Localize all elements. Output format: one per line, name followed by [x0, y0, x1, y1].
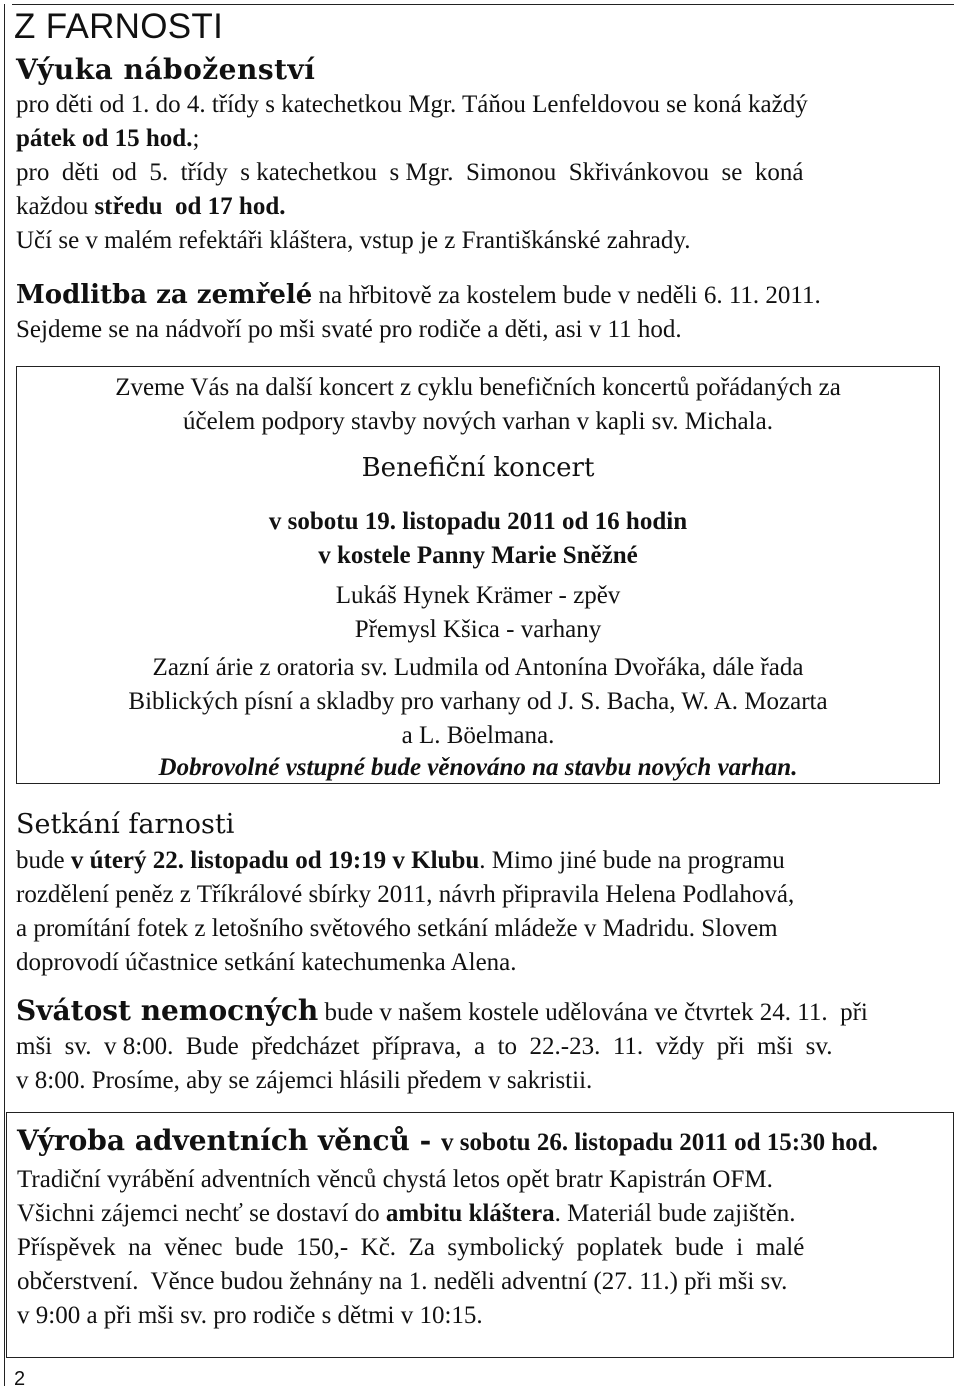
vyuka-line2-end: ; — [192, 125, 200, 152]
vyuka-line5: Učí se v malém refektáři kláštera, vstup je z Františkánské zahrady. — [16, 227, 691, 254]
modlitba-line1 — [16, 278, 944, 313]
page-header: Z FARNOSTI — [14, 7, 224, 46]
setkani-title: Setkání farnosti — [16, 809, 235, 840]
advent-box — [6, 1112, 954, 1358]
vyuka-friday: pátek od 15 hod. — [16, 125, 193, 152]
advent-line1: Tradiční vyrábění adventních věnců chystá letos opět bratr Kapistrán OFM. — [17, 1166, 773, 1193]
advent-line2-end: . Materiál bude zajištěn. — [554, 1200, 796, 1227]
setkani-date: v úterý 22. listopadu od 19:19 v Klubu — [70, 847, 480, 874]
vyuka-wednesday: středu od 17 hod. — [94, 193, 286, 220]
svatost-title: Svátost nemocných — [16, 994, 319, 1027]
svatost-line3: v 8:00. Prosíme, aby se zájemci hlásili předem v sakristii. — [16, 1067, 593, 1094]
vyuka-line1: pro děti od 1. do 4. třídy s katechetkou Mgr. Táňou Lenfeldovou se koná každý — [16, 91, 808, 118]
setkani-line1 — [16, 844, 944, 878]
section-advent — [17, 1121, 945, 1333]
advent-title: Výroba adventních věnců - — [17, 1124, 441, 1157]
concert-performer2: Přemysl Kšica - varhany — [354, 616, 602, 643]
vyuka-line4-start: každou — [16, 193, 95, 220]
concert-title: Benefiční koncert — [361, 453, 595, 483]
concert-performer1: Lukáš Hynek Krämer - zpěv — [335, 582, 621, 609]
advent-line5: v 9:00 a při mši sv. pro rodiče s dětmi v 10:15. — [17, 1302, 483, 1329]
setkani-line1-end: . Mimo jiné bude na programu — [479, 847, 785, 874]
advent-line4: občerstvení. Věnce budou žehnány na 1. neděli adventní (27. 11.) při mši sv. — [17, 1268, 788, 1295]
concert-box — [16, 366, 940, 784]
setkani-line3: a promítání fotek z letošního světového setkání mládeže v Madridu. Slovem — [16, 915, 778, 942]
modlitba-line2: Sejdeme se na nádvoří po mši svaté pro rodiče a děti, asi v 11 hod. — [16, 316, 682, 343]
left-rule — [4, 4, 5, 1386]
concert-note: Dobrovolné vstupné bude věnováno na stavbu nových varhan. — [158, 754, 798, 781]
advent-date: v sobotu 26. listopadu 2011 od 15:30 hod. — [440, 1129, 878, 1156]
page-number: 2 — [14, 1368, 26, 1390]
advent-line2-start: Všichni zájemci nechť se dostaví do — [17, 1200, 386, 1227]
concert-program1: Zazní árie z oratoria sv. Ludmila od Antonína Dvořáka, dále řada — [152, 654, 804, 681]
vyuka-title: Výuka náboženství — [16, 53, 316, 86]
section-svatost — [16, 994, 944, 1098]
vyuka-line4 — [16, 190, 944, 224]
svatost-line1-rest: bude v našem kostele udělována ve čtvrtek 24. 11. při — [318, 999, 868, 1026]
concert-program3: a L. Böelmana. — [401, 722, 555, 749]
vyuka-line3: pro děti od 5. třídy s katechetkou s Mgr. Simonou Skřivánkovou se koná — [16, 159, 804, 186]
concert-intro1: Zveme Vás na další koncert z cyklu benefičních koncertů pořádaných za — [115, 374, 841, 401]
concert-program2: Biblických písní a skladby pro varhany od J. S. Bacha, W. A. Mozarta — [128, 688, 828, 715]
concert-where: v kostele Panny Marie Sněžné — [318, 542, 638, 569]
advent-line3: Příspěvek na věnec bude 150,- Kč. Za symbolický poplatek bude i malé — [17, 1234, 805, 1261]
advent-line2 — [17, 1197, 945, 1231]
vyuka-line2 — [16, 122, 944, 156]
svatost-line1 — [16, 994, 944, 1030]
modlitba-title: Modlitba za zemřelé — [16, 280, 313, 310]
concert-intro2: účelem podpory stavby nových varhan v kapli sv. Michala. — [183, 408, 773, 435]
advent-title-line — [17, 1121, 945, 1163]
advent-place: ambitu kláštera — [385, 1200, 555, 1227]
section-modlitba — [16, 278, 944, 347]
top-rule — [12, 4, 954, 5]
section-setkani — [16, 806, 944, 980]
setkani-line1-start: bude — [16, 847, 71, 874]
svatost-line2: mši sv. v 8:00. Bude předcházet příprava, a to 22.-23. 11. vždy při mši sv. — [16, 1033, 833, 1060]
setkani-line4: doprovodí účastnice setkání katechumenka Alena. — [16, 949, 517, 976]
concert-when: v sobotu 19. listopadu 2011 od 16 hodin — [268, 508, 688, 535]
setkani-line2: rozdělení peněz z Tříkrálové sbírky 2011, návrh připravila Helena Podlahová, — [16, 881, 795, 908]
modlitba-date: na hřbitově za kostelem bude v neděli 6. 11. 2011. — [312, 282, 821, 309]
section-vyuka — [16, 52, 944, 258]
